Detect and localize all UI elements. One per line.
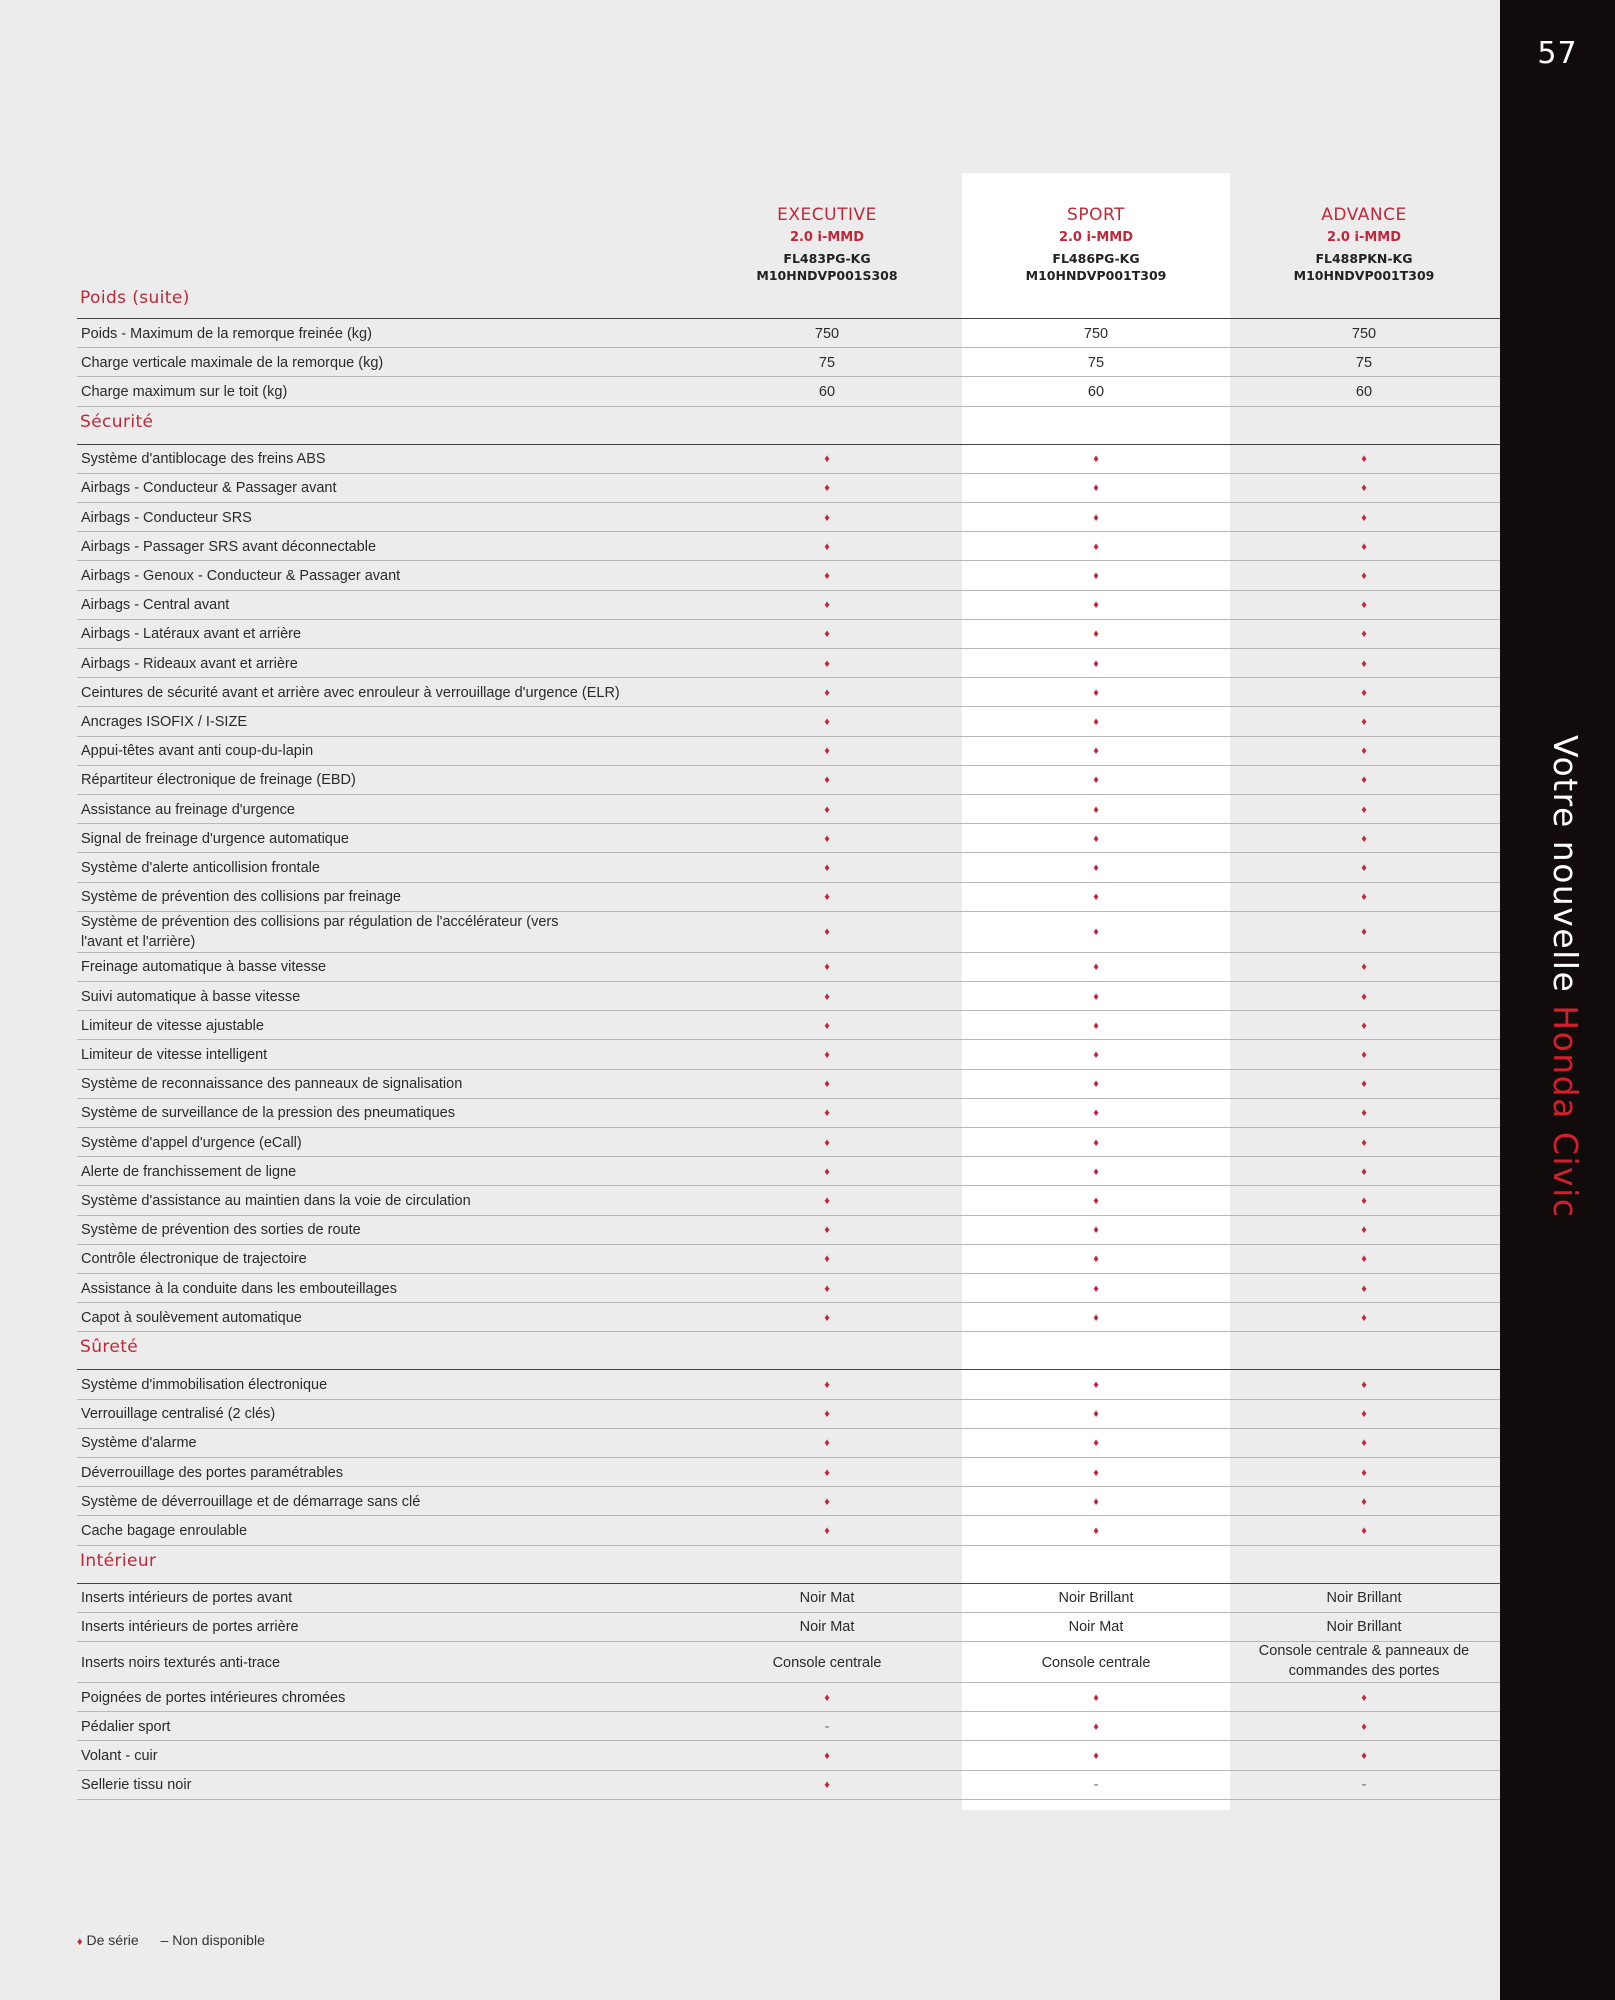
section-title: Sécurité [80,411,154,432]
row-label: Assistance à la conduite dans les embouteillages [81,1280,397,1297]
cell-advance: ♦ [1361,861,1367,874]
row-label: Ancrages ISOFIX / I-SIZE [81,713,247,730]
cell-advance: ♦ [1361,569,1367,582]
cell-sport: ♦ [1093,482,1099,495]
cell-advance: ♦ [1361,628,1367,641]
row-label: Système de reconnaissance des panneaux de signalisation [81,1076,463,1093]
cell-executive: ♦ [824,686,830,699]
cell-advance: ♦ [1361,1282,1367,1295]
cell-sport: 750 [1083,325,1109,342]
table-row [77,1215,1500,1245]
cell-advance: ♦ [1361,832,1367,845]
table-row [77,1641,1500,1683]
cell-advance: ♦ [1361,1136,1367,1149]
cell-executive: ♦ [824,1749,830,1762]
column-header-sport: SPORT 2.0 i-MMD FL486PG-KG M10HNDVP001T309 [1025,205,1167,283]
section-title: Poids (suite) [80,288,190,308]
cell-executive: ♦ [824,599,830,612]
table-row [77,1457,1500,1487]
row-label: Suivi automatique à basse vitesse [81,988,301,1005]
cell-sport: ♦ [1093,1495,1099,1508]
cell-executive: ♦ [824,1107,830,1120]
row-label: Système d'immobilisation électronique [81,1376,328,1393]
table-row [77,1156,1500,1186]
cell-sport: Console centrale [1041,1654,1151,1671]
cell-executive: ♦ [824,832,830,845]
row-label: Limiteur de vitesse intelligent [81,1046,268,1063]
row-label: Limiteur de vitesse ajustable [81,1017,264,1034]
table-row [77,1127,1500,1157]
legend-standard: ♦ De série [77,1932,139,1948]
row-label: Airbags - Genoux - Conducteur & Passager avant [81,567,401,584]
row-label: Répartiteur électronique de freinage (EBD) [81,772,356,789]
table-row [77,1302,1500,1332]
row-label: Poids - Maximum de la remorque freinée (kg) [81,325,372,342]
cell-sport: ♦ [1093,926,1099,939]
table-row [77,1428,1500,1458]
table-row [77,823,1500,853]
cell-executive: Noir Mat [799,1590,855,1607]
cell-advance: - [1361,1777,1367,1794]
row-label: Charge verticale maximale de la remorque (kg) [81,354,384,371]
cell-sport: ♦ [1093,599,1099,612]
row-label: Système de prévention des sorties de route [81,1222,361,1239]
table-row [77,981,1500,1011]
table-row [77,1369,1500,1399]
cell-sport: ♦ [1093,832,1099,845]
cell-sport: - [1093,1777,1099,1794]
cell-executive: ♦ [824,1136,830,1149]
column-header-executive: EXECUTIVE 2.0 i-MMD FL483PG-KG M10HNDVP001S308 [756,205,898,283]
cell-advance: Console centrale & panneaux de commandes des portes [1258,1643,1470,1679]
cell-executive: ♦ [824,1495,830,1508]
cell-advance: Noir Brillant [1326,1590,1402,1607]
cell-advance: ♦ [1361,715,1367,728]
row-label: Inserts noirs texturés anti-trace [81,1654,281,1671]
cell-executive: ♦ [824,926,830,939]
row-label: Airbags - Conducteur SRS [81,509,252,526]
cell-sport: ♦ [1093,1524,1099,1537]
cell-advance: ♦ [1361,599,1367,612]
cell-executive: ♦ [824,511,830,524]
table-row [77,444,1500,474]
sidebar [1500,0,1615,2000]
cell-executive: ♦ [824,1165,830,1178]
cell-sport: 60 [1087,383,1105,400]
table-row [77,882,1500,912]
table-row [77,531,1500,561]
table-row [77,590,1500,620]
cell-executive: 75 [818,354,836,371]
table-row [77,765,1500,795]
cell-advance: ♦ [1361,482,1367,495]
cell-executive: ♦ [824,961,830,974]
cell-sport: ♦ [1093,1749,1099,1762]
cell-executive: ♦ [824,1524,830,1537]
row-label: Système d'alerte anticollision frontale [81,859,320,876]
cell-sport: ♦ [1093,657,1099,670]
cell-advance: 750 [1351,325,1377,342]
cell-executive: ♦ [824,1311,830,1324]
table-row [77,648,1500,678]
cell-executive: ♦ [824,1378,830,1391]
row-label: Système de déverrouillage et de démarrage sans clé [81,1493,421,1510]
table-row [77,677,1500,707]
row-label: Airbags - Conducteur & Passager avant [81,480,337,497]
cell-sport: ♦ [1093,1720,1099,1733]
cell-executive: ♦ [824,569,830,582]
legend [77,1932,283,1948]
page-number: 57 [1537,36,1578,71]
cell-advance: 60 [1355,383,1373,400]
cell-advance: ♦ [1361,657,1367,670]
table-row [77,1399,1500,1429]
row-label: Déverrouillage des portes paramétrables [81,1464,343,1481]
table-row [77,852,1500,882]
row-label: Appui-têtes avant anti coup-du-lapin [81,743,314,760]
cell-sport: ♦ [1093,1253,1099,1266]
cell-executive: ♦ [824,1048,830,1061]
cell-sport: ♦ [1093,1691,1099,1704]
cell-executive: ♦ [824,1282,830,1295]
table-row [77,1583,1500,1613]
table-row [77,1770,1500,1800]
cell-advance: ♦ [1361,1311,1367,1324]
cell-sport: ♦ [1093,861,1099,874]
cell-sport: ♦ [1093,1194,1099,1207]
row-label: Système d'appel d'urgence (eCall) [81,1134,302,1151]
cell-executive: ♦ [824,453,830,466]
table-row [77,1740,1500,1770]
table-row [77,376,1500,406]
cell-sport: ♦ [1093,715,1099,728]
row-label: Système de surveillance de la pression des pneumatiques [81,1105,455,1122]
row-label: Système de prévention des collisions par régulation de l'accélérateur (vers l'avant et l'arrière) [81,913,559,950]
cell-executive: ♦ [824,1437,830,1450]
cell-sport: ♦ [1093,1408,1099,1421]
cell-advance: ♦ [1361,1107,1367,1120]
cell-sport: Noir Brillant [1058,1590,1134,1607]
row-label: Système de prévention des collisions par freinage [81,889,401,906]
row-label: Ceintures de sécurité avant et arrière avec enrouleur à verrouillage d'urgence (ELR) [81,684,620,701]
cell-advance: ♦ [1361,926,1367,939]
cell-executive: Noir Mat [799,1619,855,1636]
cell-sport: Noir Mat [1068,1619,1124,1636]
row-label: Système d'assistance au maintien dans la voie de circulation [81,1192,471,1209]
cell-advance: ♦ [1361,511,1367,524]
cell-advance: ♦ [1361,1495,1367,1508]
table-row [77,1612,1500,1642]
cell-executive: ♦ [824,990,830,1003]
cell-sport: ♦ [1093,1136,1099,1149]
table-row [77,1515,1500,1545]
table-row [77,1039,1500,1069]
cell-advance: ♦ [1361,745,1367,758]
cell-executive: 60 [818,383,836,400]
cell-advance: ♦ [1361,1378,1367,1391]
cell-executive: ♦ [824,1078,830,1091]
row-label: Contrôle électronique de trajectoire [81,1251,307,1268]
row-label: Cache bagage enroulable [81,1522,248,1539]
section-title: Sûreté [80,1337,139,1358]
row-label: Airbags - Rideaux avant et arrière [81,655,298,672]
row-label: Poignées de portes intérieures chromées [81,1689,346,1706]
row-label: Capot à soulèvement automatique [81,1309,302,1326]
table-row [77,347,1500,377]
cell-executive: ♦ [824,1408,830,1421]
cell-advance: ♦ [1361,774,1367,787]
cell-executive: ♦ [824,861,830,874]
cell-advance: ♦ [1361,803,1367,816]
cell-advance: ♦ [1361,1165,1367,1178]
table-row [77,560,1500,590]
cell-advance: ♦ [1361,1720,1367,1733]
cell-sport: ♦ [1093,540,1099,553]
table-row [77,794,1500,824]
table-row [77,1010,1500,1040]
cell-executive: ♦ [824,891,830,904]
cell-advance: ♦ [1361,1749,1367,1762]
cell-sport: ♦ [1093,1437,1099,1450]
cell-executive: ♦ [824,715,830,728]
cell-advance: ♦ [1361,990,1367,1003]
cell-advance: ♦ [1361,1408,1367,1421]
cell-sport: ♦ [1093,745,1099,758]
column-headers [0,205,1500,315]
legend-not-available: – Non disponible [160,1932,265,1948]
row-label: Signal de freinage d'urgence automatique [81,830,349,847]
cell-executive: Console centrale [772,1654,882,1671]
cell-advance: ♦ [1361,453,1367,466]
cell-sport: ♦ [1093,990,1099,1003]
cell-sport: ♦ [1093,569,1099,582]
row-label: Freinage automatique à basse vitesse [81,959,327,976]
cell-advance: ♦ [1361,961,1367,974]
cell-sport: ♦ [1093,686,1099,699]
cell-sport: ♦ [1093,774,1099,787]
cell-sport: ♦ [1093,1165,1099,1178]
row-label: Inserts intérieurs de portes arrière [81,1619,299,1636]
cell-advance: Noir Brillant [1326,1619,1402,1636]
cell-sport: ♦ [1093,1048,1099,1061]
cell-executive: ♦ [824,657,830,670]
row-label: Volant - cuir [81,1747,158,1764]
table-row [77,706,1500,736]
cell-advance: ♦ [1361,1048,1367,1061]
cell-sport: ♦ [1093,1378,1099,1391]
table-row [77,1098,1500,1128]
row-label: Système d'antiblocage des freins ABS [81,451,326,468]
cell-sport: ♦ [1093,961,1099,974]
row-label: Pédalier sport [81,1718,171,1735]
row-label: Verrouillage centralisé (2 clés) [81,1406,276,1423]
row-label: Inserts intérieurs de portes avant [81,1590,293,1607]
cell-sport: ♦ [1093,891,1099,904]
cell-executive: ♦ [824,774,830,787]
row-label: Airbags - Central avant [81,597,230,614]
cell-advance: ♦ [1361,1224,1367,1237]
table-row [77,1711,1500,1741]
table-row [77,1069,1500,1099]
table-row [77,1273,1500,1303]
row-label: Airbags - Passager SRS avant déconnectable [81,538,377,555]
cell-sport: ♦ [1093,628,1099,641]
table-row [77,952,1500,982]
cell-executive: ♦ [824,482,830,495]
cell-executive: ♦ [824,1019,830,1032]
cell-sport: ♦ [1093,1224,1099,1237]
cell-sport: ♦ [1093,1466,1099,1479]
cell-advance: ♦ [1361,686,1367,699]
row-label: Airbags - Latéraux avant et arrière [81,626,302,643]
section-title: Intérieur [80,1550,157,1571]
cell-sport: ♦ [1093,1311,1099,1324]
cell-advance: ♦ [1361,1019,1367,1032]
cell-advance: ♦ [1361,1466,1367,1479]
table-row [77,502,1500,532]
row-label: Sellerie tissu noir [81,1777,192,1794]
cell-sport: ♦ [1093,511,1099,524]
cell-executive: ♦ [824,540,830,553]
cell-executive: ♦ [824,1224,830,1237]
cell-advance: ♦ [1361,1691,1367,1704]
cell-advance: 75 [1355,354,1373,371]
cell-sport: ♦ [1093,453,1099,466]
cell-executive: ♦ [824,1779,830,1792]
row-label: Charge maximum sur le toit (kg) [81,383,288,400]
cell-executive: ♦ [824,1691,830,1704]
cell-sport: ♦ [1093,1107,1099,1120]
cell-advance: ♦ [1361,1194,1367,1207]
cell-sport: ♦ [1093,1019,1099,1032]
column-header-advance: ADVANCE 2.0 i-MMD FL488PKN-KG M10HNDVP001T309 [1293,205,1435,283]
table-row [77,1486,1500,1516]
cell-executive: - [824,1718,830,1735]
table-row [77,736,1500,766]
cell-advance: ♦ [1361,1253,1367,1266]
cell-executive: ♦ [824,745,830,758]
cell-advance: ♦ [1361,891,1367,904]
table-row [77,619,1500,649]
cell-advance: ♦ [1361,540,1367,553]
table-row [77,318,1500,348]
row-label: Alerte de franchissement de ligne [81,1163,297,1180]
cell-sport: ♦ [1093,1078,1099,1091]
row-label: Assistance au freinage d'urgence [81,801,295,818]
row-label: Système d'alarme [81,1435,197,1452]
cell-executive: 750 [814,325,840,342]
table-row [77,1185,1500,1215]
cell-advance: ♦ [1361,1524,1367,1537]
cell-executive: ♦ [824,803,830,816]
cell-executive: ♦ [824,1253,830,1266]
cell-advance: ♦ [1361,1078,1367,1091]
cell-sport: 75 [1087,354,1105,371]
cell-executive: ♦ [824,1466,830,1479]
table-row [77,1244,1500,1274]
cell-executive: ♦ [824,1194,830,1207]
cell-sport: ♦ [1093,1282,1099,1295]
cell-advance: ♦ [1361,1437,1367,1450]
side-title: Votre nouvelle Honda Civic [1546,735,1585,1219]
table-row [77,1682,1500,1712]
table-row [77,473,1500,503]
table-row [77,911,1500,953]
cell-sport: ♦ [1093,803,1099,816]
cell-executive: ♦ [824,628,830,641]
